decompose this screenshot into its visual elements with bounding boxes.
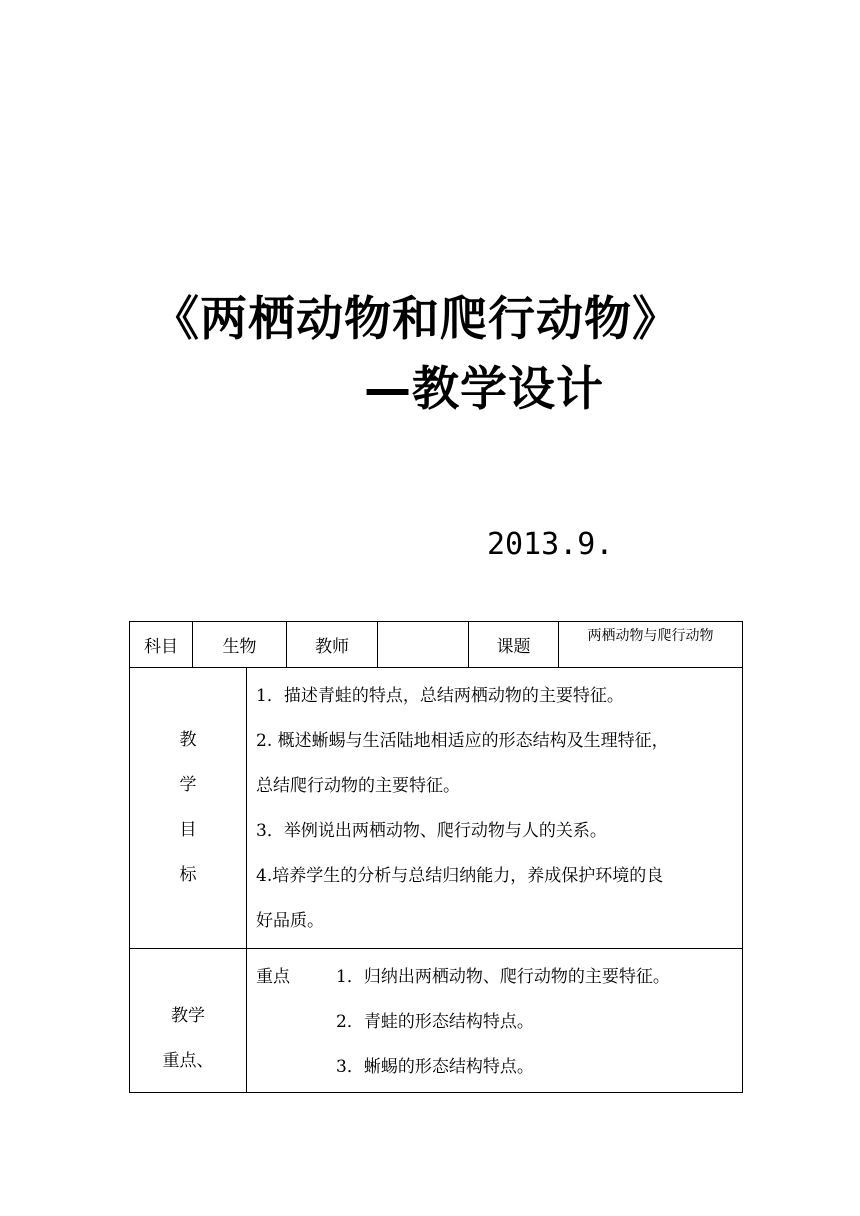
topic-value: 两栖动物与爬行动物 — [559, 622, 743, 668]
objectives-label — [130, 668, 247, 949]
document-title: 《两栖动物和爬行动物》 — [152, 292, 680, 347]
objective-line: 3．举例说出两栖动物、爬行动物与人的关系。 — [256, 821, 607, 841]
teacher-value — [378, 622, 469, 668]
key-points-label — [130, 949, 247, 1093]
document-date: 2013.9. — [487, 527, 614, 562]
objective-line: 好品质。 — [256, 911, 324, 931]
key-points-content — [247, 949, 743, 1093]
objectives-label-char: 标 — [179, 865, 197, 885]
objective-line: 总结爬行动物的主要特征。 — [256, 776, 460, 796]
subject-value: 生物 — [193, 622, 287, 668]
objectives-row — [130, 668, 743, 949]
subject-label: 科目 — [130, 622, 193, 668]
key-points-head: 重点 — [256, 967, 290, 987]
objective-line: 2. 概述蜥蜴与生活陆地相适应的形态结构及生理特征， — [256, 731, 669, 751]
objective-line: 4.培养学生的分析与总结归纳能力，养成保护环境的良 — [256, 866, 664, 886]
key-points-row — [130, 949, 743, 1093]
key-points-label-line: 教学 — [171, 1006, 205, 1026]
lesson-plan-table — [129, 621, 743, 1093]
topic-label: 课题 — [469, 622, 559, 668]
key-point-item: 3．蜥蜴的形态结构特点。 — [336, 1057, 534, 1077]
objectives-label-char: 学 — [179, 775, 197, 795]
objective-line: 1．描述青蛙的特点，总结两栖动物的主要特征。 — [256, 686, 624, 706]
objectives-content — [247, 668, 743, 949]
key-point-item: 1．归纳出两栖动物、爬行动物的主要特征。 — [336, 967, 670, 987]
document-subtitle: —教学设计 — [364, 362, 604, 417]
objectives-label-char: 目 — [179, 820, 197, 840]
objectives-label-char: 教 — [179, 730, 197, 750]
key-point-item: 2．青蛙的形态结构特点。 — [336, 1012, 534, 1032]
header-row — [130, 622, 743, 668]
key-points-label-line: 重点、 — [162, 1051, 214, 1071]
teacher-label: 教师 — [287, 622, 378, 668]
